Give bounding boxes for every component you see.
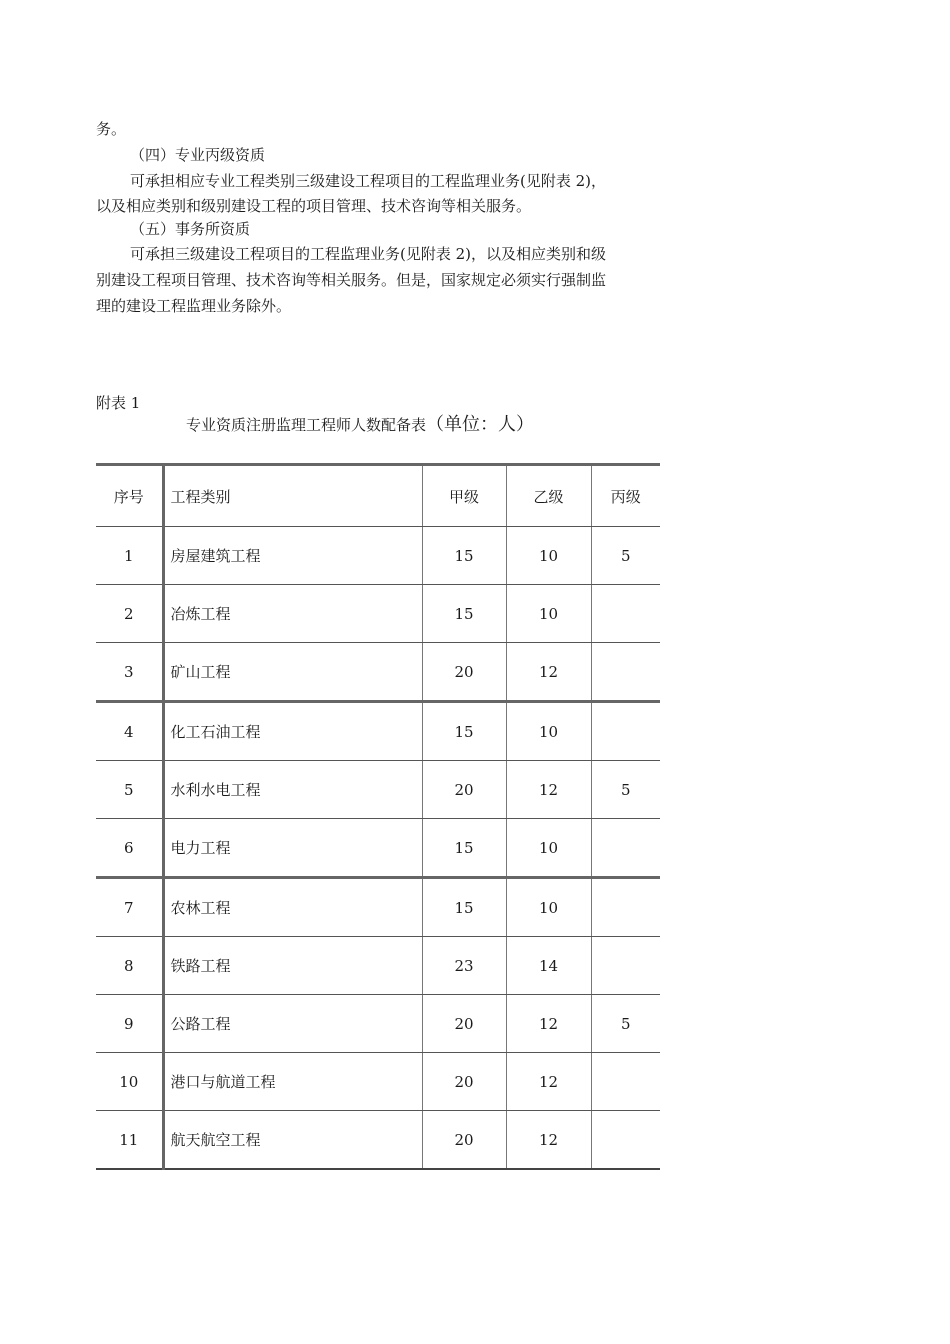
row-grade-b: 12 <box>506 1053 591 1111</box>
table-row <box>96 761 660 819</box>
row-index: 4 <box>96 702 163 761</box>
row-grade-b: 10 <box>506 702 591 761</box>
row-grade-a: 20 <box>422 1053 506 1111</box>
appendix-label: 附表 1 <box>96 394 141 412</box>
table-row <box>96 937 660 995</box>
row-index: 5 <box>96 761 163 819</box>
table-title <box>186 413 534 437</box>
paragraph-line: 理的建设工程监理业务除外。 <box>96 297 292 315</box>
row-grade-c <box>591 937 660 995</box>
row-index: 1 <box>96 527 163 585</box>
row-category: 矿山工程 <box>163 643 422 702</box>
row-grade-c: 5 <box>591 995 660 1053</box>
row-grade-c <box>591 1111 660 1170</box>
paragraph-line: 以及相应类别和级别建设工程的项目管理、技术咨询等相关服务。 <box>96 197 532 215</box>
header-grade-c: 丙级 <box>591 465 660 527</box>
row-grade-a: 20 <box>422 1111 506 1170</box>
row-category: 港口与航道工程 <box>163 1053 422 1111</box>
row-grade-b: 12 <box>506 995 591 1053</box>
row-index: 2 <box>96 585 163 643</box>
row-grade-c <box>591 878 660 937</box>
row-grade-c <box>591 819 660 878</box>
row-category: 房屋建筑工程 <box>163 527 422 585</box>
paragraph-line: 务。 <box>96 120 127 138</box>
row-grade-c <box>591 643 660 702</box>
row-grade-b: 10 <box>506 878 591 937</box>
paragraph-line: 可承担三级建设工程项目的工程监理业务(见附表 2)，以及相应类别和级 <box>130 245 607 263</box>
row-grade-b: 10 <box>506 585 591 643</box>
row-category: 冶炼工程 <box>163 585 422 643</box>
staffing-table <box>96 463 660 1170</box>
table-title-text: 专业资质注册监理工程师人数配备表 <box>186 416 427 434</box>
row-grade-c: 5 <box>591 527 660 585</box>
row-grade-a: 15 <box>422 702 506 761</box>
row-grade-a: 15 <box>422 819 506 878</box>
table-header-row <box>96 465 660 527</box>
row-grade-a: 20 <box>422 995 506 1053</box>
row-grade-c <box>591 702 660 761</box>
row-grade-b: 12 <box>506 1111 591 1170</box>
row-index: 6 <box>96 819 163 878</box>
row-grade-a: 20 <box>422 761 506 819</box>
table-row <box>96 878 660 937</box>
table-row <box>96 702 660 761</box>
row-grade-b: 10 <box>506 527 591 585</box>
row-category: 农林工程 <box>163 878 422 937</box>
row-grade-a: 15 <box>422 878 506 937</box>
table-row <box>96 527 660 585</box>
row-grade-b: 12 <box>506 761 591 819</box>
row-category: 水利水电工程 <box>163 761 422 819</box>
row-category: 化工石油工程 <box>163 702 422 761</box>
paragraph-line: 可承担相应专业工程类别三级建设工程项目的工程监理业务(见附表 2)， <box>130 172 607 190</box>
row-index: 3 <box>96 643 163 702</box>
row-index: 10 <box>96 1053 163 1111</box>
row-index: 11 <box>96 1111 163 1170</box>
row-grade-a: 15 <box>422 527 506 585</box>
row-index: 9 <box>96 995 163 1053</box>
row-category: 航天航空工程 <box>163 1111 422 1170</box>
section-heading-class-c: （四）专业丙级资质 <box>130 146 266 164</box>
row-grade-a: 23 <box>422 937 506 995</box>
row-grade-a: 20 <box>422 643 506 702</box>
table-row <box>96 643 660 702</box>
header-grade-a: 甲级 <box>422 465 506 527</box>
row-grade-c: 5 <box>591 761 660 819</box>
row-grade-b: 12 <box>506 643 591 702</box>
table-row <box>96 995 660 1053</box>
row-index: 7 <box>96 878 163 937</box>
header-category: 工程类别 <box>163 465 422 527</box>
table-row <box>96 1053 660 1111</box>
row-category: 电力工程 <box>163 819 422 878</box>
header-grade-b: 乙级 <box>506 465 591 527</box>
table-row <box>96 1111 660 1170</box>
section-heading-firm: （五）事务所资质 <box>130 220 251 238</box>
row-category: 公路工程 <box>163 995 422 1053</box>
row-grade-b: 10 <box>506 819 591 878</box>
row-grade-c <box>591 1053 660 1111</box>
table-row <box>96 585 660 643</box>
table-unit: （单位：人） <box>426 414 535 435</box>
paragraph-line: 别建设工程项目管理、技术咨询等相关服务。但是，国家规定必须实行强制监 <box>96 271 607 289</box>
header-index: 序号 <box>96 465 163 527</box>
row-index: 8 <box>96 937 163 995</box>
row-category: 铁路工程 <box>163 937 422 995</box>
row-grade-c <box>591 585 660 643</box>
table-row <box>96 819 660 878</box>
row-grade-b: 14 <box>506 937 591 995</box>
row-grade-a: 15 <box>422 585 506 643</box>
